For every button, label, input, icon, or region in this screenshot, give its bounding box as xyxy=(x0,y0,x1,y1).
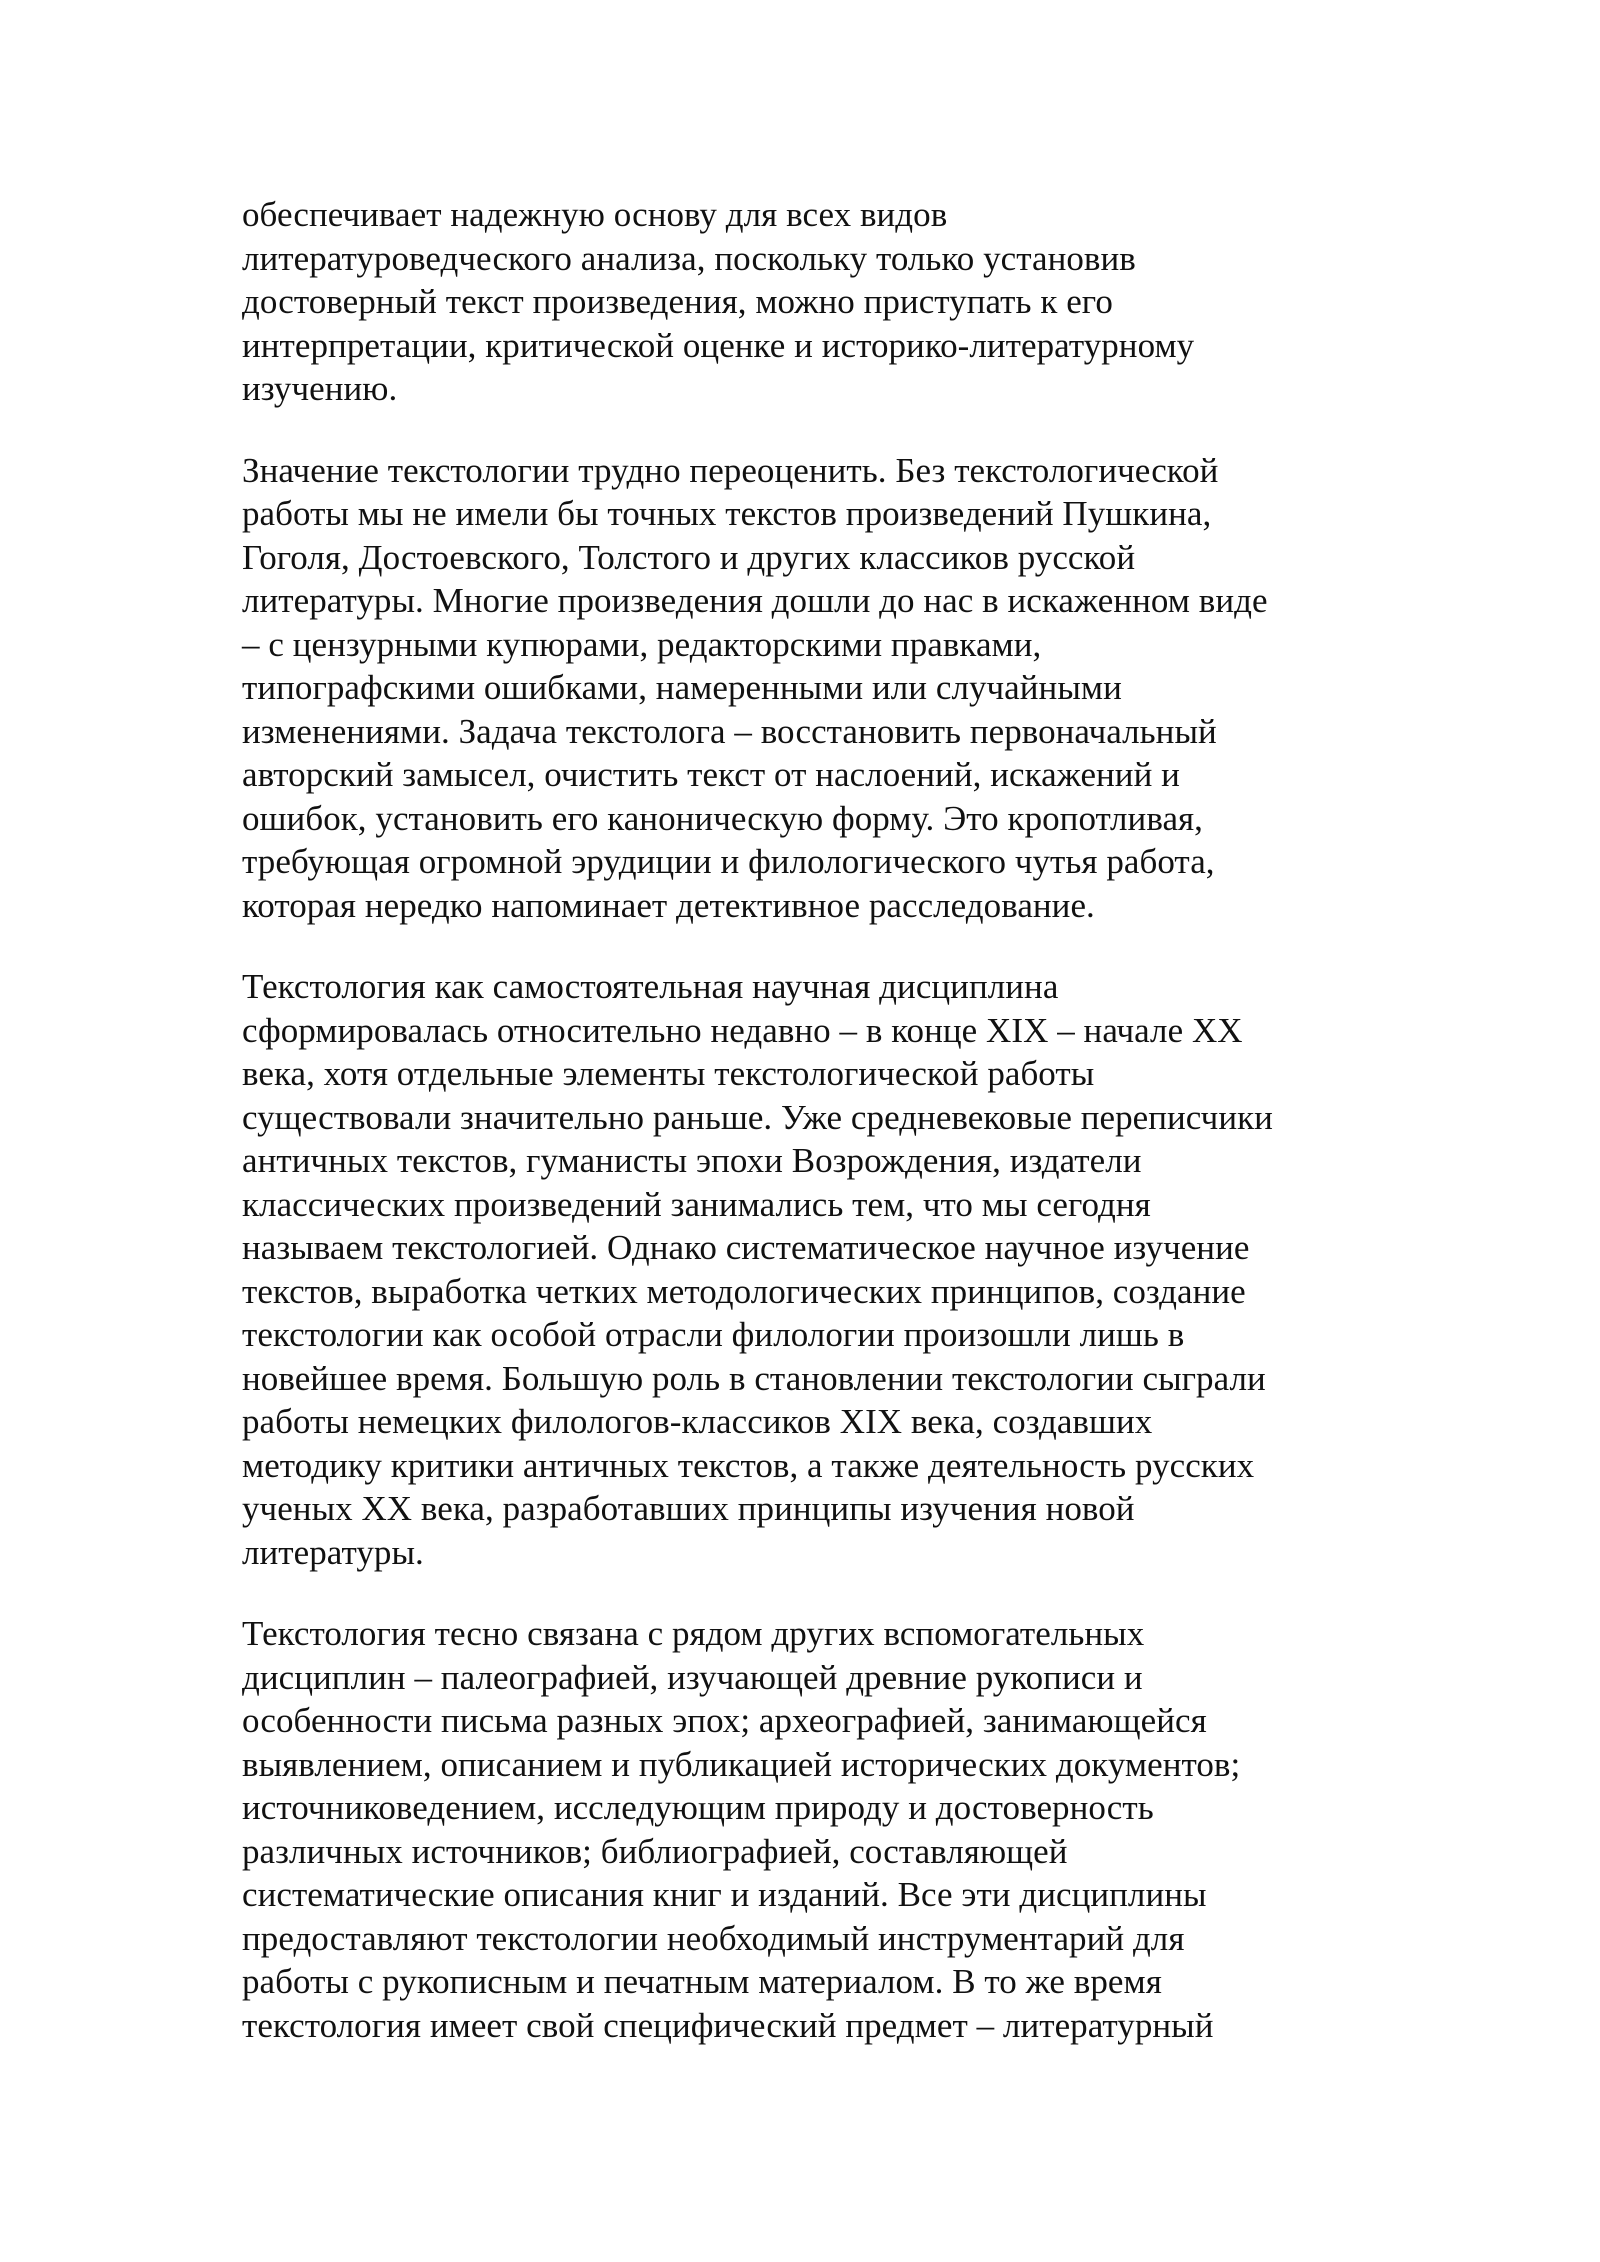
text-line: текстов, выработка четких методологических принципов, создание xyxy=(242,1271,1246,1311)
text-line: типографскими ошибками, намеренными или случайными xyxy=(242,668,1122,707)
text-line: сформировалась относительно недавно – в конце XIX – начале XX xyxy=(242,1010,1243,1050)
text-line: которая нередко напоминает детективное расследование. xyxy=(242,885,1095,925)
text-line: обеспечивает надежную основу для всех видов xyxy=(242,195,948,234)
paragraph-4 xyxy=(242,1612,1382,2047)
text-line: методику критики античных текстов, а также деятельность русских xyxy=(242,1445,1255,1485)
text-line: называем текстологией. Однако систематическое научное изучение xyxy=(242,1228,1250,1267)
text-line: Гоголя, Достоевского, Толстого и других классиков русской xyxy=(242,537,1136,577)
text-line: античных текстов, гуманисты эпохи Возрождения, издатели xyxy=(242,1141,1142,1180)
paragraph-2 xyxy=(242,449,1382,928)
text-line: ученых XX века, разработавших принципы изучения новой xyxy=(242,1489,1135,1528)
text-line: Текстология тесно связана с рядом других вспомогательных xyxy=(242,1614,1145,1653)
text-line: источниковедением, исследующим природу и достоверность xyxy=(242,1788,1154,1827)
text-line: требующая огромной эрудиции и филологического чутья работа, xyxy=(242,842,1215,881)
text-line: Значение текстологии трудно переоценить. Без текстологической xyxy=(242,450,1219,490)
text-line: текстологии как особой отрасли филологии произошли лишь в xyxy=(242,1315,1185,1354)
text-line: дисциплин – палеографией, изучающей древние рукописи и xyxy=(242,1657,1143,1697)
text-line: классических произведений занимались тем, что мы сегодня xyxy=(242,1184,1151,1224)
paragraph-spacer xyxy=(242,927,1382,965)
paragraph-spacer xyxy=(242,1574,1382,1612)
text-line: выявлением, описанием и публикацией исторических документов; xyxy=(242,1744,1241,1784)
text-line: текстология имеет свой специфический предмет – литературный xyxy=(242,2005,1214,2045)
text-line: различных источников; библиографией, составляющей xyxy=(242,1831,1068,1871)
text-line: предоставляют текстологии необходимый инструментарий для xyxy=(242,1918,1185,1958)
paragraph-1 xyxy=(242,193,1382,411)
text-line: достоверный текст произведения, можно приступать к его xyxy=(242,282,1113,321)
text-line: работы немецких филологов-классиков XIX века, создавших xyxy=(242,1402,1153,1441)
text-line: новейшее время. Большую роль в становлении текстологии сыграли xyxy=(242,1358,1266,1398)
paragraph-3 xyxy=(242,965,1382,1574)
text-line: работы с рукописным и печатным материалом. В то же время xyxy=(242,1962,1162,2001)
document-body xyxy=(242,193,1382,2047)
text-line: Текстология как самостоятельная научная дисциплина xyxy=(242,967,1059,1006)
text-line: изменениями. Задача текстолога – восстановить первоначальный xyxy=(242,711,1217,751)
text-line: ошибок, установить его каноническую форму. Это кропотливая, xyxy=(242,798,1203,838)
text-line: литературоведческого анализа, поскольку только установив xyxy=(242,238,1136,278)
text-line: работы мы не имели бы точных текстов произведений Пушкина, xyxy=(242,494,1212,533)
text-line: литературы. Многие произведения дошли до нас в искаженном виде xyxy=(242,581,1268,620)
text-line: изучению. xyxy=(242,369,398,408)
text-line: – с цензурными купюрами, редакторскими правками, xyxy=(242,624,1042,664)
text-line: особенности письма разных эпох; археографией, занимающейся xyxy=(242,1701,1207,1740)
text-line: существовали значительно раньше. Уже средневековые переписчики xyxy=(242,1097,1273,1137)
text-line: авторский замысел, очистить текст от наслоений, искажений и xyxy=(242,755,1180,794)
text-line: литературы. xyxy=(242,1532,424,1572)
text-line: систематические описания книг и изданий. Все эти дисциплины xyxy=(242,1875,1207,1914)
text-line: века, хотя отдельные элементы текстологической работы xyxy=(242,1054,1095,1093)
text-line: интерпретации, критической оценке и историко-литературному xyxy=(242,325,1195,365)
paragraph-spacer xyxy=(242,411,1382,449)
